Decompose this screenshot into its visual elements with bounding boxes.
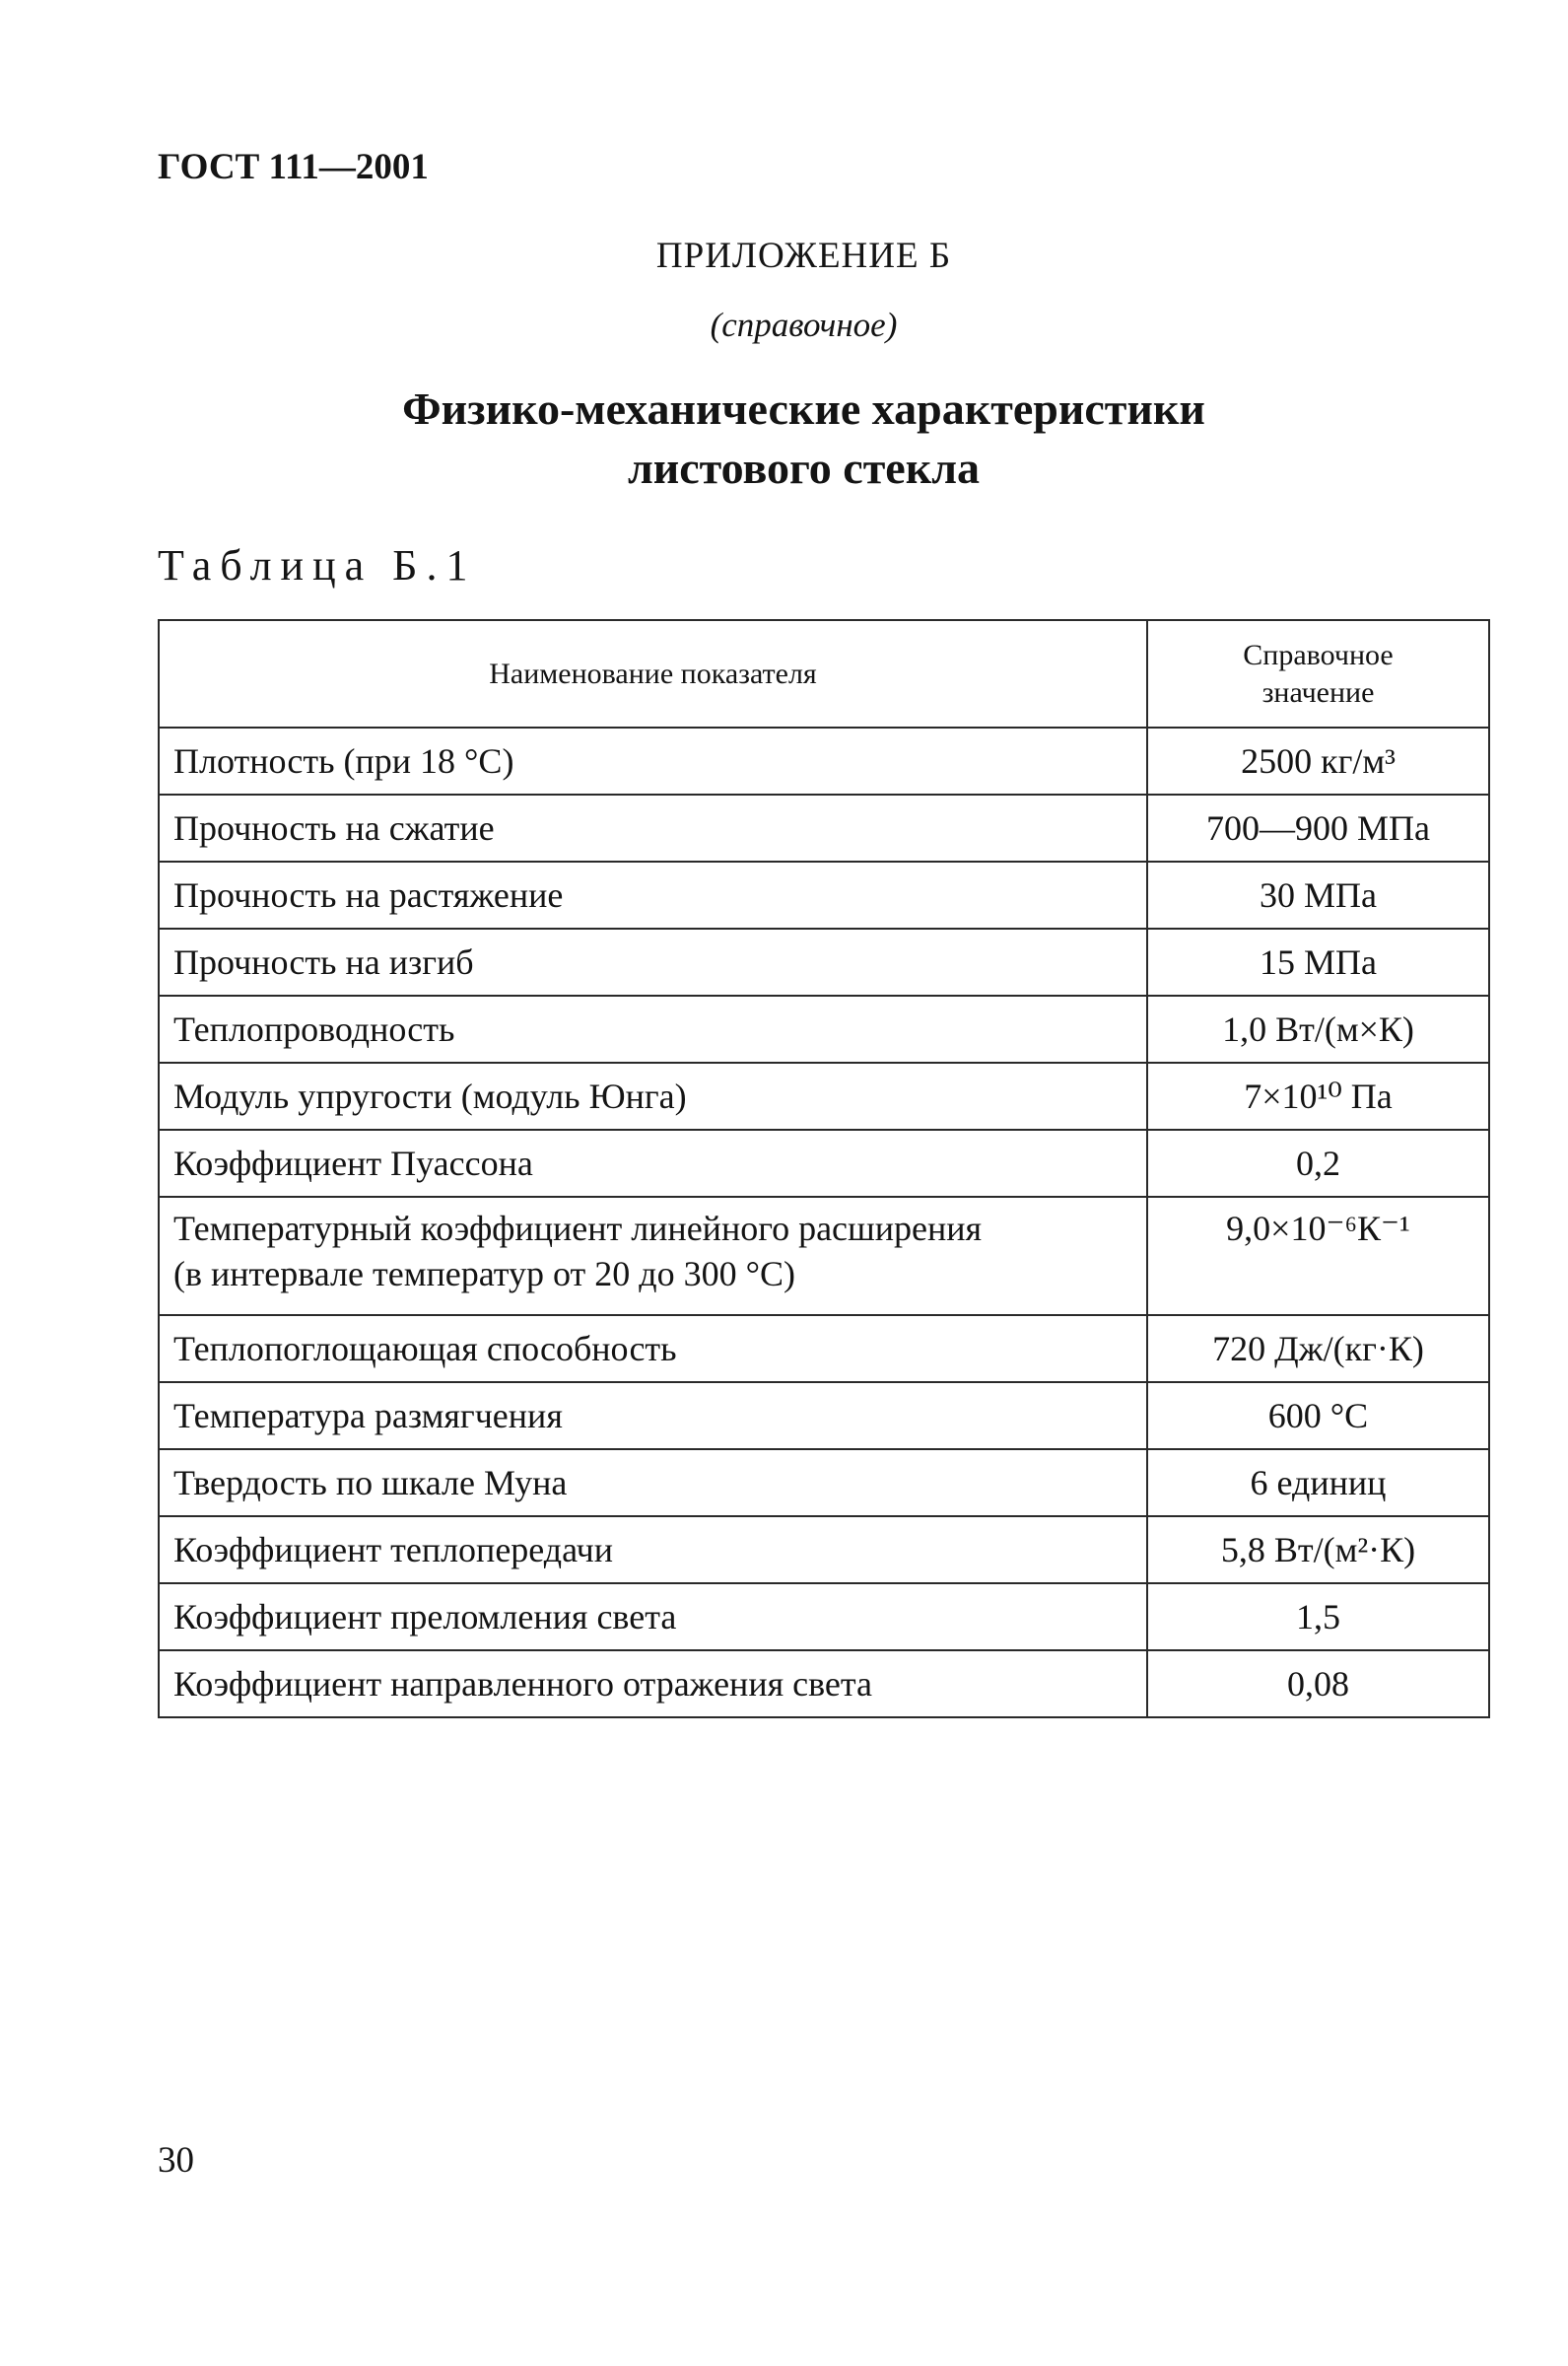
row-name: Прочность на растяжение xyxy=(159,862,1147,929)
table-row xyxy=(159,795,1489,862)
row-name xyxy=(159,1197,1147,1315)
row-value: 700—900 МПа xyxy=(1147,795,1489,862)
row-name: Коэффициент теплопередачи xyxy=(159,1516,1147,1583)
page-title xyxy=(0,380,1568,498)
table-header-row xyxy=(159,620,1489,728)
row-name: Твердость по шкале Муна xyxy=(159,1449,1147,1516)
row-name: Плотность (при 18 °С) xyxy=(159,728,1147,795)
row-value: 1,5 xyxy=(1147,1583,1489,1650)
table-row xyxy=(159,1315,1489,1382)
row-value: 9,0×10⁻⁶К⁻¹ xyxy=(1147,1197,1489,1315)
row-name: Коэффициент Пуассона xyxy=(159,1130,1147,1197)
table-row xyxy=(159,1382,1489,1449)
table-row xyxy=(159,1130,1489,1197)
appendix-label: ПРИЛОЖЕНИЕ Б xyxy=(655,236,952,276)
row-value: 5,8 Вт/(м²·К) xyxy=(1147,1516,1489,1583)
row-name: Прочность на сжатие xyxy=(159,795,1147,862)
row-name: Теплопроводность xyxy=(159,996,1147,1063)
row-name-line-1: Температурный коэффициент линейного расширения xyxy=(173,1209,983,1248)
row-value: 6 единиц xyxy=(1147,1449,1489,1516)
page-number: 30 xyxy=(158,2140,194,2181)
table-row xyxy=(159,1197,1489,1315)
row-value: 15 МПа xyxy=(1147,929,1489,996)
row-value: 720 Дж/(кг·К) xyxy=(1147,1315,1489,1382)
document-code: ГОСТ 111—2001 xyxy=(158,147,429,187)
title-line-1: Физико-механические характеристики xyxy=(402,383,1205,434)
appendix-kind: (справочное) xyxy=(710,306,898,344)
row-name: Прочность на изгиб xyxy=(159,929,1147,996)
row-name: Коэффициент направленного отражения света xyxy=(159,1650,1147,1717)
row-value: 1,0 Вт/(м×К) xyxy=(1147,996,1489,1063)
row-name: Теплопоглощающая способность xyxy=(159,1315,1147,1382)
header-value xyxy=(1147,620,1489,728)
table-row xyxy=(159,1583,1489,1650)
table-row xyxy=(159,929,1489,996)
table-row xyxy=(159,728,1489,795)
header-value-line-1: Справочное xyxy=(1243,638,1394,671)
row-name: Температура размягчения xyxy=(159,1382,1147,1449)
row-value: 7×10¹⁰ Па xyxy=(1147,1063,1489,1130)
row-value: 0,2 xyxy=(1147,1130,1489,1197)
table-row xyxy=(159,1516,1489,1583)
table-row xyxy=(159,862,1489,929)
table-row xyxy=(159,1449,1489,1516)
header-value-line-2: значение xyxy=(1261,675,1375,709)
title-line-2: листового стекла xyxy=(627,443,981,493)
table-row xyxy=(159,1650,1489,1717)
row-value: 2500 кг/м³ xyxy=(1147,728,1489,795)
table-caption: Таблица Б.1 xyxy=(158,541,477,590)
row-name: Коэффициент преломления света xyxy=(159,1583,1147,1650)
row-value: 30 МПа xyxy=(1147,862,1489,929)
table-row xyxy=(159,1063,1489,1130)
table-row xyxy=(159,996,1489,1063)
row-name-line-2: (в интервале температур от 20 до 300 °С) xyxy=(173,1254,796,1293)
properties-table xyxy=(158,619,1490,1718)
row-value: 600 °С xyxy=(1147,1382,1489,1449)
header-name: Наименование показателя xyxy=(159,620,1147,728)
row-name: Модуль упругости (модуль Юнга) xyxy=(159,1063,1147,1130)
row-value: 0,08 xyxy=(1147,1650,1489,1717)
